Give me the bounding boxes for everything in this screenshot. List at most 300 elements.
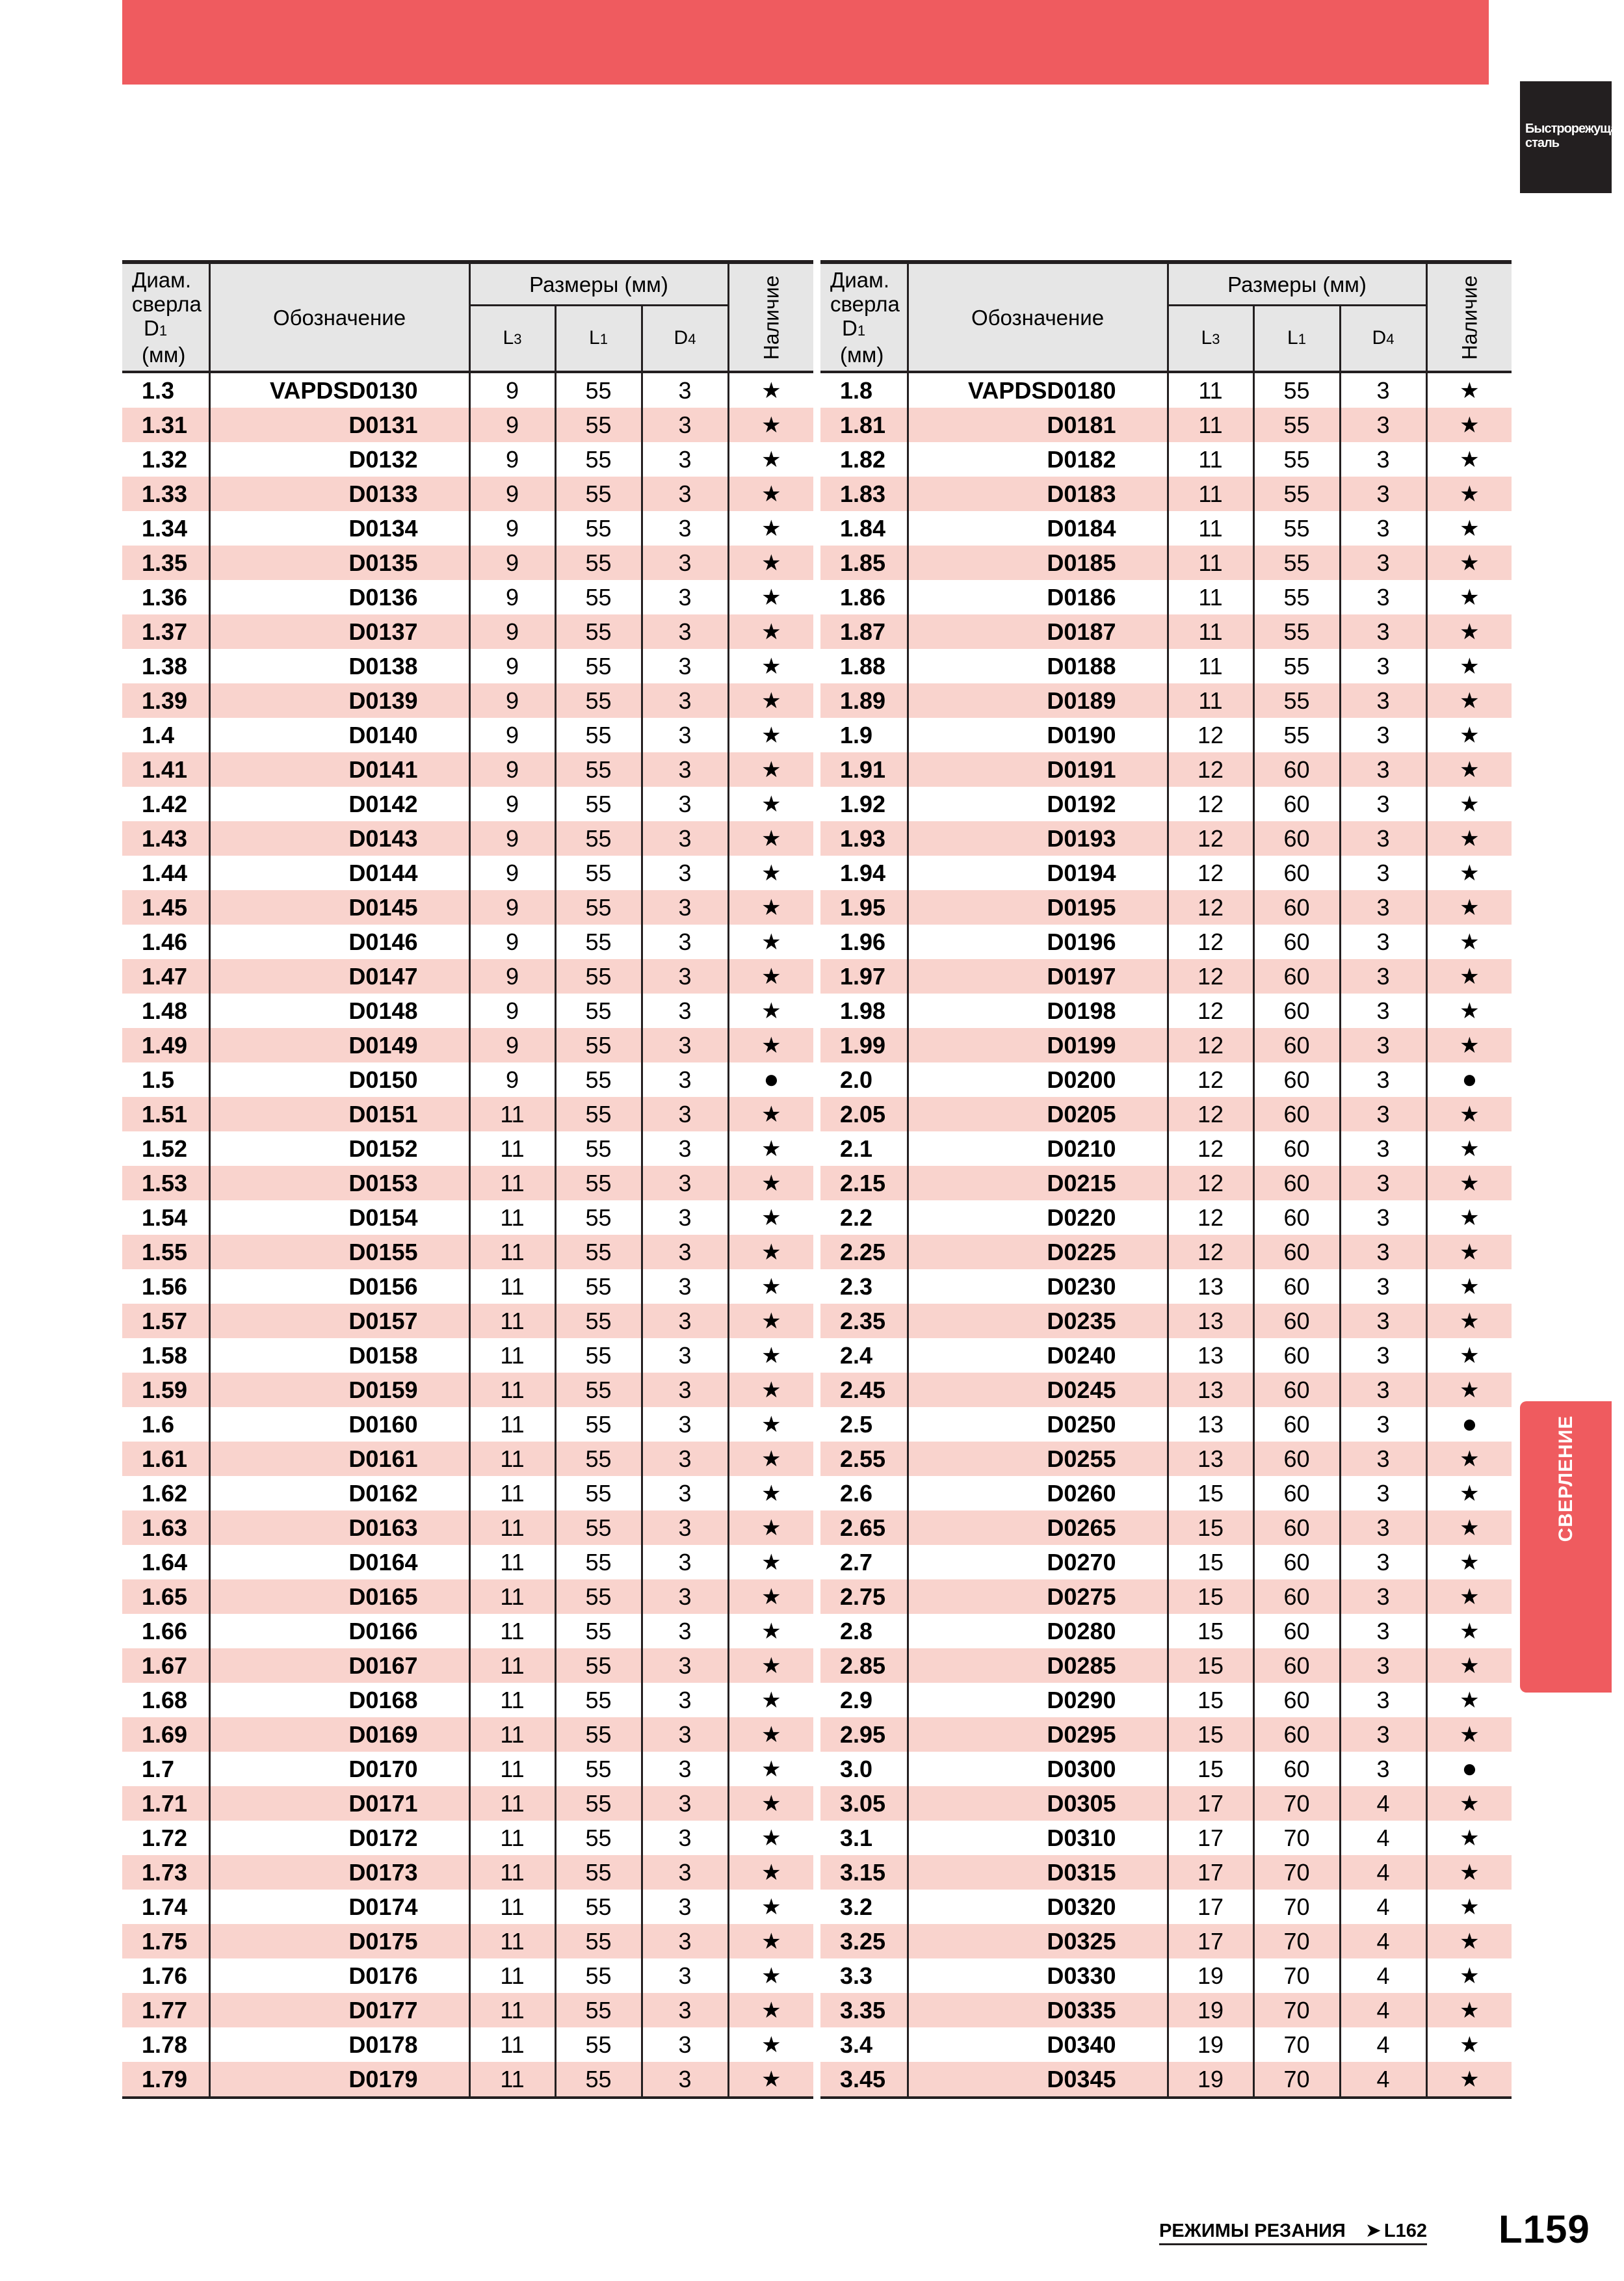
cell-d4: 3 [1340,1476,1426,1510]
cell-designation: D0195 [908,890,1168,925]
cell-l1: 55 [555,1131,642,1166]
cell-d4: 3 [642,787,728,821]
cell-designation: D0315 [908,1855,1168,1890]
cell-diameter: 1.94 [840,859,886,886]
table-row [820,1442,1512,1476]
table-row [820,1786,1512,1821]
cell-d4: 4 [1340,1993,1426,2027]
table-row [820,821,1512,856]
cell-availability: ★ [728,546,813,580]
cell-designation: VAPDSD0130 [209,372,469,408]
table-row [820,408,1512,442]
cell-l1: 70 [1253,1993,1340,2027]
cell-l3: 11 [469,1821,555,1855]
cell-designation: D0181 [908,408,1168,442]
cell-designation: D0330 [908,1958,1168,1993]
cell-diameter: 1.44 [142,859,188,886]
cell-d4: 3 [642,1304,728,1338]
cell-designation: D0160 [209,1407,469,1442]
cell-l3: 12 [1168,1062,1253,1097]
cell-diameter: 1.75 [122,1924,209,1958]
cell-diameter: 1.64 [142,1548,188,1576]
cell-l3: 9 [469,787,555,821]
cell-diameter: 2.15 [820,1166,908,1200]
cell-l1: 60 [1253,1476,1340,1510]
cell-l3: 9 [469,477,555,511]
cell-d4: 3 [1340,649,1426,683]
cell-designation: D0163 [209,1510,469,1545]
cell-d4: 4 [1340,2062,1426,2098]
cell-availability: ★ [1426,1373,1512,1407]
cell-availability: ★ [1426,2027,1512,2062]
header-designation: Обозначение [209,262,469,372]
table-row [820,1717,1512,1752]
cell-d4: 3 [642,2027,728,2062]
cell-availability: ★ [728,477,813,511]
cell-diameter: 2.2 [840,1204,873,1231]
cell-l3: 9 [469,925,555,959]
cell-l1: 55 [555,1579,642,1614]
cell-l3: 11 [469,1269,555,1304]
cell-designation: D0199 [908,1028,1168,1062]
cell-l3: 11 [1168,408,1253,442]
table-row [122,752,813,787]
cell-diameter: 1.86 [840,583,886,611]
cell-l3: 11 [1168,580,1253,614]
cell-availability: ★ [1426,890,1512,925]
cell-designation: D0196 [908,925,1168,959]
cell-designation: D0240 [908,1338,1168,1373]
cell-d4: 3 [1340,787,1426,821]
cell-l3: 19 [1168,1993,1253,2027]
cell-l3: 12 [1168,994,1253,1028]
cell-d4: 4 [1340,1786,1426,1821]
cell-l1: 55 [555,1855,642,1890]
cell-l3: 11 [469,1958,555,1993]
table-row [820,1373,1512,1407]
cell-availability: ● [1426,1752,1512,1786]
table-row [820,752,1512,787]
table-row [820,994,1512,1028]
cell-availability: ★ [728,752,813,787]
cell-d4: 3 [642,1338,728,1373]
cell-availability: ★ [1426,372,1512,408]
cell-d4: 4 [1340,2027,1426,2062]
cell-designation: D0151 [209,1097,469,1131]
table-row [122,1614,813,1648]
cell-designation: D0187 [908,614,1168,649]
cell-designation: D0155 [209,1235,469,1269]
cell-designation: D0176 [209,1958,469,1993]
cell-diameter: 1.72 [142,1824,188,1851]
cell-d4: 3 [642,408,728,442]
table-row [122,959,813,994]
cell-availability: ★ [1426,1097,1512,1131]
cell-d4: 3 [1340,683,1426,718]
cell-designation: D0305 [908,1786,1168,1821]
table-row [820,372,1512,408]
cell-availability: ★ [728,1510,813,1545]
cell-l1: 55 [555,1786,642,1821]
cell-d4: 3 [1340,477,1426,511]
cell-availability: ★ [1426,1200,1512,1235]
cell-designation: D0265 [908,1510,1168,1545]
cell-availability: ★ [1426,1304,1512,1338]
side-tab-material[interactable] [1520,81,1624,193]
table-row [122,477,813,511]
cell-d4: 3 [642,1683,728,1717]
cell-designation: D0152 [209,1131,469,1166]
cell-designation: D0165 [209,1579,469,1614]
cell-diameter: 1.78 [142,2031,188,2058]
header-l3: L3 [469,306,555,373]
cell-l3: 13 [1168,1338,1253,1373]
cell-d4: 3 [642,1131,728,1166]
cell-d4: 3 [1340,1097,1426,1131]
table-row [820,1958,1512,1993]
table-row [122,1269,813,1304]
cell-l3: 15 [1168,1579,1253,1614]
cell-availability: ★ [1426,994,1512,1028]
table-row [820,1752,1512,1786]
table-row [820,1028,1512,1062]
header-l3: L3 [1168,306,1253,373]
cell-diameter: 2.85 [820,1648,908,1683]
table-row [122,821,813,856]
table-row [122,408,813,442]
table-row [820,1097,1512,1131]
cell-d4: 4 [1340,1890,1426,1924]
cutting-modes-link[interactable] [1159,2219,1427,2245]
cell-l1: 70 [1253,1855,1340,1890]
cell-availability: ★ [728,1338,813,1373]
cell-l1: 55 [555,1097,642,1131]
cell-designation: D0139 [209,683,469,718]
cell-l1: 55 [555,1235,642,1269]
table-row [820,477,1512,511]
cell-l3: 11 [469,1304,555,1338]
cell-designation: D0162 [209,1476,469,1510]
cell-availability: ★ [728,1269,813,1304]
cell-d4: 3 [642,1097,728,1131]
cell-l3: 9 [469,856,555,890]
table-row [820,649,1512,683]
cell-d4: 3 [642,1442,728,1476]
cell-l3: 11 [469,2062,555,2098]
side-tab-material-line1: Быстрорежущая [1525,122,1624,136]
spec-table-right [820,260,1512,2099]
cell-l1: 55 [1253,683,1340,718]
cell-diameter: 1.57 [122,1304,209,1338]
cell-l3: 9 [469,442,555,477]
cell-d4: 3 [642,1545,728,1579]
table-row [820,1269,1512,1304]
cell-l3: 9 [469,614,555,649]
cell-d4: 3 [1340,752,1426,787]
cell-d4: 3 [642,1648,728,1683]
cell-l3: 9 [469,1028,555,1062]
cell-diameter: 1.74 [142,1893,188,1920]
cell-d4: 3 [1340,1579,1426,1614]
cell-l3: 9 [469,718,555,752]
table-row [820,1235,1512,1269]
cell-l3: 19 [1168,2062,1253,2098]
cell-l3: 12 [1168,959,1253,994]
cell-diameter: 1.53 [122,1166,209,1200]
cell-designation: D0137 [209,614,469,649]
cell-d4: 3 [1340,1442,1426,1476]
cell-designation: D0186 [908,580,1168,614]
cell-l3: 12 [1168,718,1253,752]
cell-designation: D0135 [209,546,469,580]
table-row [820,683,1512,718]
cell-designation: D0148 [209,994,469,1028]
cell-diameter: 1.88 [840,652,886,679]
cell-d4: 3 [642,2062,728,2098]
cell-availability: ★ [1426,821,1512,856]
cell-l3: 11 [1168,372,1253,408]
cell-designation: D0142 [209,787,469,821]
cell-availability: ★ [728,718,813,752]
cell-diameter: 3.0 [840,1755,873,1782]
cell-availability: ★ [728,1407,813,1442]
cell-l3: 11 [469,1545,555,1579]
cell-l1: 55 [555,1958,642,1993]
cell-l3: 15 [1168,1648,1253,1683]
cell-diameter: 1.83 [820,477,908,511]
cell-l3: 9 [469,752,555,787]
cell-d4: 3 [1340,511,1426,546]
cell-availability: ★ [1426,1442,1512,1476]
cell-designation: D0172 [209,1821,469,1855]
table-row [122,1717,813,1752]
cell-d4: 3 [642,856,728,890]
cell-d4: 3 [642,442,728,477]
cell-diameter: 1.99 [820,1028,908,1062]
cell-designation: D0325 [908,1924,1168,1958]
cell-diameter: 1.98 [840,997,886,1024]
cell-designation: D0157 [209,1304,469,1338]
cell-designation: D0178 [209,2027,469,2062]
cell-l3: 12 [1168,1028,1253,1062]
cell-designation: D0149 [209,1028,469,1062]
cell-d4: 4 [1340,1958,1426,1993]
side-tab-drilling[interactable] [1520,1401,1612,1693]
cell-l1: 60 [1253,1648,1340,1683]
cell-availability: ★ [1426,1545,1512,1579]
cell-availability: ★ [1426,1958,1512,1993]
cell-l1: 60 [1253,1062,1340,1097]
cell-diameter: 1.77 [122,1993,209,2027]
cell-d4: 3 [642,1407,728,1442]
cell-designation: D0215 [908,1166,1168,1200]
cell-l1: 60 [1253,1235,1340,1269]
table-row [122,1062,813,1097]
cell-l1: 55 [555,1717,642,1752]
cell-d4: 3 [642,1166,728,1200]
cell-l3: 9 [469,649,555,683]
table-row [820,1200,1512,1235]
cell-designation: D0270 [908,1545,1168,1579]
table-row [820,1821,1512,1855]
cell-availability: ★ [1426,1993,1512,2027]
cell-diameter: 2.55 [820,1442,908,1476]
cell-d4: 3 [1340,546,1426,580]
cell-d4: 3 [642,1890,728,1924]
cell-l1: 55 [1253,580,1340,614]
cell-d4: 3 [1340,372,1426,408]
cell-designation: D0140 [209,718,469,752]
cell-diameter: 2.3 [840,1272,873,1300]
cell-diameter: 1.73 [122,1855,209,1890]
cell-diameter: 2.7 [840,1548,873,1576]
cell-l3: 11 [1168,511,1253,546]
cell-l3: 9 [469,1062,555,1097]
cell-availability: ★ [728,1855,813,1890]
cell-l3: 11 [469,1579,555,1614]
cell-availability: ★ [728,1614,813,1648]
cell-availability: ★ [728,856,813,890]
cell-d4: 3 [642,1993,728,2027]
cell-availability: ★ [1426,546,1512,580]
cell-l3: 11 [469,1924,555,1958]
table-row [820,856,1512,890]
cell-l3: 11 [1168,649,1253,683]
table-row [122,1166,813,1200]
cell-availability: ★ [1426,1338,1512,1373]
cell-d4: 3 [642,1924,728,1958]
cell-d4: 3 [642,1235,728,1269]
cell-designation: D0150 [209,1062,469,1097]
table-row [122,1958,813,1993]
cell-d4: 3 [642,1269,728,1304]
cell-diameter: 1.65 [122,1579,209,1614]
cell-availability: ★ [1426,1717,1512,1752]
cell-l1: 70 [1253,1890,1340,1924]
table-row [122,890,813,925]
cell-l1: 60 [1253,890,1340,925]
table-row [820,1683,1512,1717]
cell-d4: 3 [1340,1683,1426,1717]
cell-l3: 11 [469,1510,555,1545]
cell-availability: ★ [728,787,813,821]
cell-diameter: 2.5 [840,1410,873,1438]
cell-diameter: 1.31 [122,408,209,442]
cell-l1: 55 [555,1993,642,2027]
cell-availability: ★ [728,1373,813,1407]
cell-d4: 3 [1340,1338,1426,1373]
cell-diameter: 1.4 [142,721,175,748]
cell-designation: D0310 [908,1821,1168,1855]
cell-l3: 12 [1168,890,1253,925]
cell-designation: D0185 [908,546,1168,580]
table-row [820,787,1512,821]
cell-l1: 60 [1253,1166,1340,1200]
cell-l3: 11 [469,2027,555,2062]
cell-designation: D0133 [209,477,469,511]
cell-d4: 3 [1340,856,1426,890]
cell-l1: 55 [555,477,642,511]
cell-l3: 11 [469,1993,555,2027]
table-row [122,1476,813,1510]
cell-designation: D0166 [209,1614,469,1648]
cell-diameter: 1.33 [122,477,209,511]
cell-l3: 11 [469,1200,555,1235]
cell-designation: D0290 [908,1683,1168,1717]
cell-availability: ★ [728,1131,813,1166]
table-row [122,1407,813,1442]
table-row [122,1821,813,1855]
cell-diameter: 3.25 [820,1924,908,1958]
cell-l1: 55 [555,752,642,787]
cell-diameter: 1.39 [122,683,209,718]
cell-diameter: 2.65 [820,1510,908,1545]
table-row [820,718,1512,752]
cell-diameter: 2.45 [820,1373,908,1407]
cell-designation: D0260 [908,1476,1168,1510]
cell-d4: 3 [642,649,728,683]
cell-diameter: 1.45 [122,890,209,925]
header-l1: L1 [1253,306,1340,373]
cell-l1: 70 [1253,2027,1340,2062]
cell-l3: 12 [1168,1097,1253,1131]
cell-designation: D0220 [908,1200,1168,1235]
cell-l1: 55 [555,1821,642,1855]
cell-diameter: 1.79 [122,2062,209,2098]
cell-d4: 3 [1340,1752,1426,1786]
cell-designation: D0300 [908,1752,1168,1786]
cell-designation: D0189 [908,683,1168,718]
cell-l3: 11 [469,1648,555,1683]
spec-table-left-body [122,372,813,2098]
cell-availability: ★ [1426,1683,1512,1717]
cell-diameter: 1.69 [122,1717,209,1752]
cell-l1: 60 [1253,821,1340,856]
cell-l3: 11 [469,1442,555,1476]
cell-l1: 55 [555,994,642,1028]
top-color-band [122,0,1489,85]
cell-availability: ★ [1426,752,1512,787]
cell-l1: 70 [1253,1786,1340,1821]
cell-l1: 55 [555,1304,642,1338]
cell-l3: 9 [469,821,555,856]
cell-designation: D0198 [908,994,1168,1028]
cell-l1: 60 [1253,1304,1340,1338]
cell-diameter: 1.48 [142,997,188,1024]
cell-d4: 3 [1340,1166,1426,1200]
cell-l3: 11 [469,1717,555,1752]
cell-designation: D0200 [908,1062,1168,1097]
cell-designation: D0191 [908,752,1168,787]
cell-availability: ★ [1426,1821,1512,1855]
cell-availability: ★ [728,994,813,1028]
cell-d4: 3 [642,890,728,925]
cell-diameter: 1.36 [142,583,188,611]
cell-l1: 55 [555,959,642,994]
cell-designation: D0183 [908,477,1168,511]
cell-l3: 15 [1168,1614,1253,1648]
cell-availability: ★ [1426,649,1512,683]
cell-l1: 55 [555,2027,642,2062]
cell-d4: 3 [642,1476,728,1510]
cell-l1: 60 [1253,1097,1340,1131]
cell-d4: 3 [1340,1407,1426,1442]
cell-designation: D0194 [908,856,1168,890]
table-row [122,925,813,959]
cell-l1: 60 [1253,752,1340,787]
cell-diameter: 1.7 [142,1755,175,1782]
cell-l3: 12 [1168,925,1253,959]
